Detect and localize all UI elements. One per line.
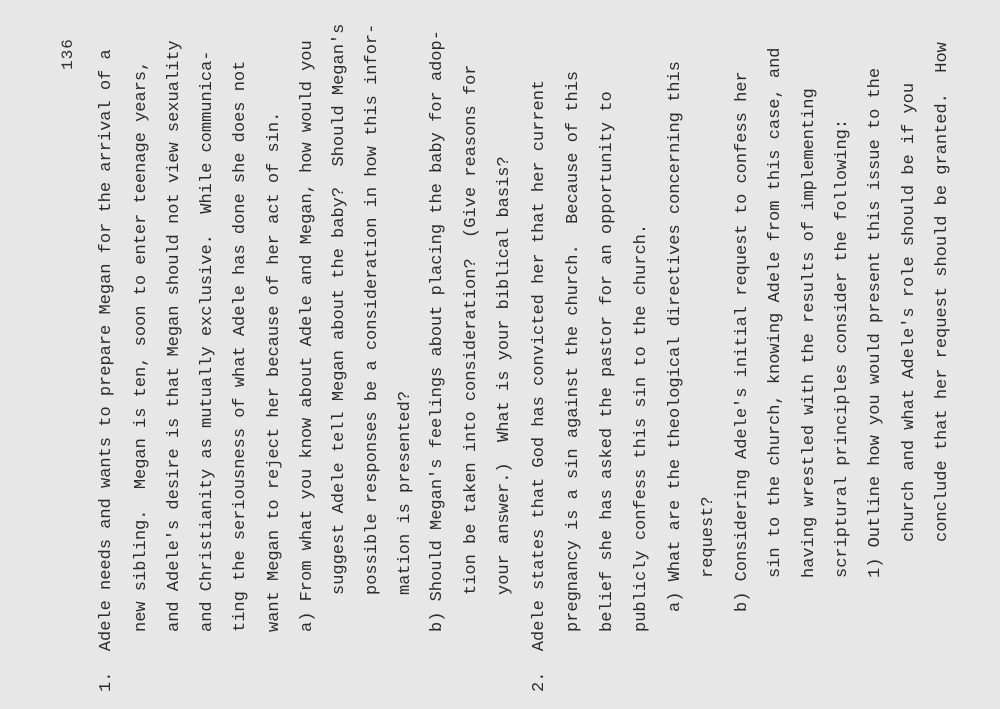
text-line: sin to the church, knowing Adele from this case, and	[766, 47, 785, 578]
text-line: conclude that her request should be granted. How	[933, 42, 952, 542]
text-line: your answer.) What is your biblical basis?	[495, 156, 514, 595]
text-line: and Adele's desire is that Megan should not view sexuality	[165, 40, 184, 632]
text-line: mation is presented?	[396, 390, 415, 595]
text-line: want Megan to reject her because of her act of sin.	[265, 111, 284, 632]
text-line: 2. Adele states that God has convicted her that her current	[530, 79, 549, 692]
text-line: scriptural principles consider the following:	[833, 118, 852, 578]
text-line: a) From what you know about Adele and Megan, how would you	[298, 40, 317, 632]
text-line: belief she has asked the pastor for an opportunity to	[598, 91, 617, 632]
text-line: b) Considering Adele's initial request to confess her	[733, 71, 752, 612]
text-line: publicly confess this sin to the church.	[632, 223, 651, 632]
text-line: b) Should Megan's feelings about placing the baby for adop-	[428, 30, 447, 632]
text-line: having wrestled with the results of implementing	[800, 88, 819, 578]
text-line: 1) Outline how you would present this issue to the	[866, 67, 885, 578]
text-line: a) What are the theological directives concerning this	[666, 61, 685, 612]
text-line: and Christianity as mutually exclusive. While communica-	[198, 50, 217, 632]
text-line: church and what Adele's role should be if you	[900, 82, 919, 542]
text-line: request?	[699, 496, 718, 578]
text-line: suggest Adele tell Megan about the baby? Should Megan's	[330, 23, 349, 595]
text-line: pregnancy is a sin against the church. Because of this	[564, 70, 583, 632]
text-line: 1. Adele needs and wants to prepare Megan for the arrival of a	[97, 49, 116, 692]
text-line: ting the seriousness of what Adele has done she does not	[231, 60, 250, 632]
document-page: 136 1. Adele needs and wants to prepare Megan for the arrival of a new sibling. Megan is ten, soon to enter teenage years, and Adele's desire is that Megan should not view sexuality and Christianity as mutually exclusive. While communica- ting the seriousness of what Adele has done she does not want Megan to reject her because of her act of sin. a) From what you know about Adele and Megan, how would you suggest Adele tell Megan about the baby? Should Megan's possible responses be a consideration in how this infor- mation is presented? b) Should Megan's feelings about placing the baby for adop- tion be taken into consideration? (Give reasons for your answer.) What is your biblical basis? 2. Adele states that God has convicted her that her current pregnancy is a sin against the church. Because of this belief she has asked the pastor for an opportunity to publicly confess this sin to the church. a) What are the theological directives concerning this request? b) Considering Adele's initial request to confess her sin to the church, knowing Adele from this case, and having wrestled with the results of implementing scriptural principles consider the following: 1) Outline how you would present this issue to the church and what Adele's role should be if you conclude that her request should be granted. How	[0, 0, 1000, 709]
text-line: new sibling. Megan is ten, soon to enter teenage years,	[132, 60, 151, 632]
text-line: possible responses be a consideration in how this infor-	[363, 23, 382, 595]
text-line: tion be taken into consideration? (Give reasons for	[462, 64, 481, 595]
